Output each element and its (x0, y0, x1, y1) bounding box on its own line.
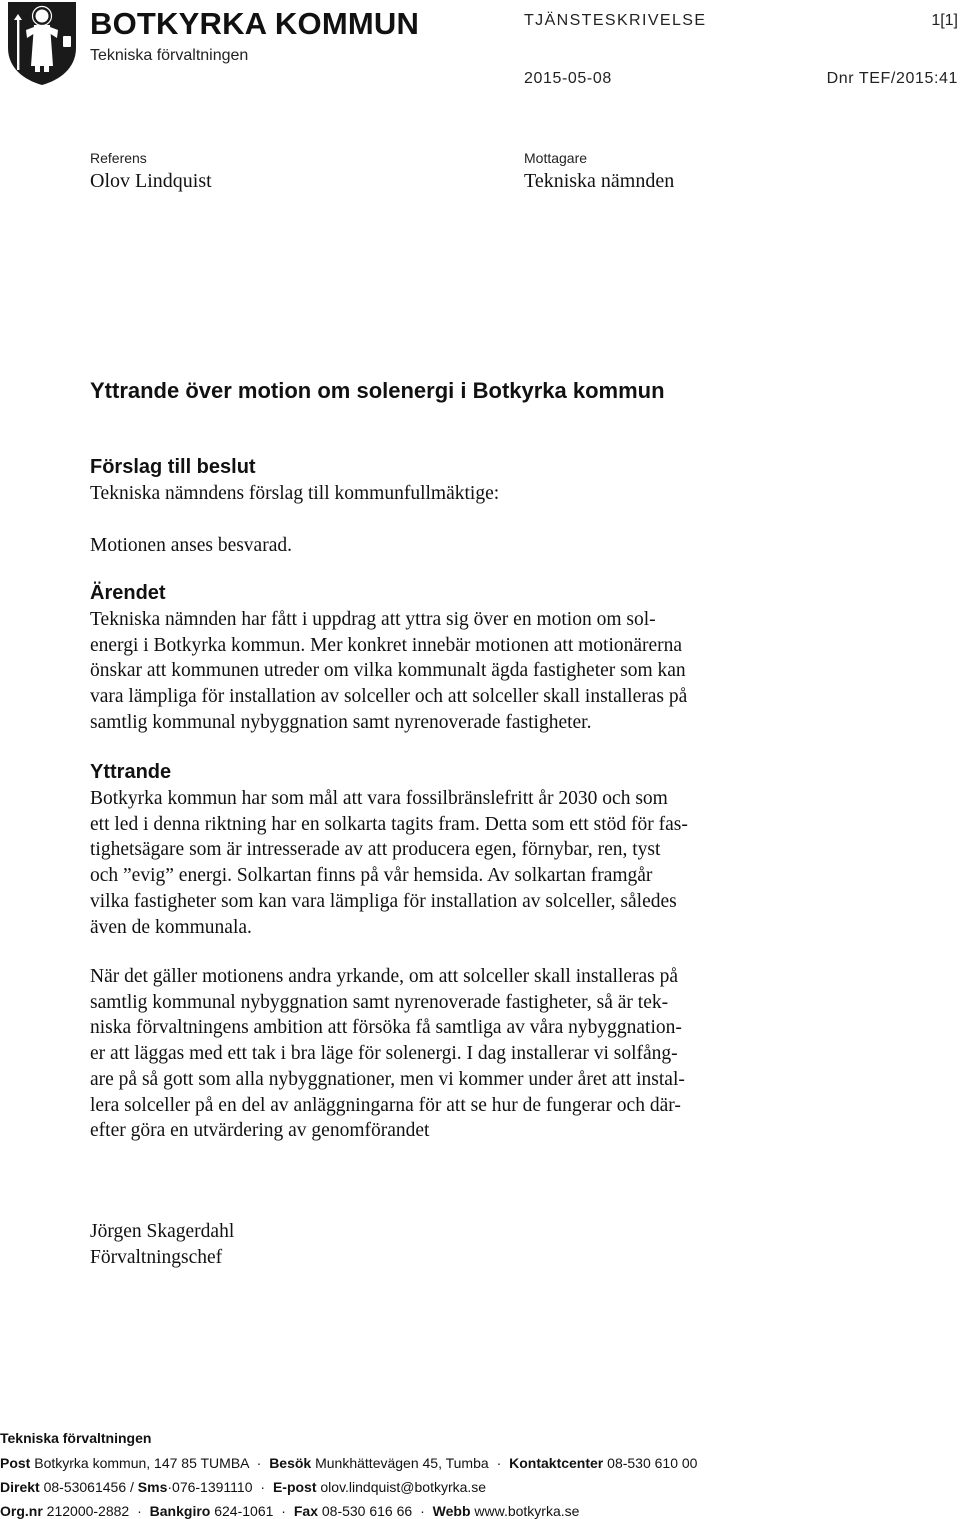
matter-line: önskar att kommunen utreder om vilka kommunalt ägda fastigheter som kan (90, 660, 686, 682)
statement-line: och ”evig” energi. Solkartan finns på vår hemsida. Av solkartan framgår (90, 865, 653, 887)
proposal-intro-text: Tekniska nämndens förslag till kommunfullmäktige: (90, 483, 500, 504)
statement-paragraph-1 (90, 786, 825, 940)
statement-heading: Yttrande (90, 761, 172, 783)
footer-web-label: Webb (432, 1503, 471, 1519)
footer-bankgiro-value: 624-1061 (214, 1503, 274, 1519)
footer-separator: · (420, 1503, 425, 1519)
footer-separator: · (260, 1479, 266, 1495)
footer-direct-label: Direkt (0, 1479, 40, 1495)
footer-separator: · (167, 1479, 173, 1495)
document-type: TJÄNSTESKRIVELSE (524, 12, 707, 29)
reference-label: Referens (90, 150, 147, 166)
statement-line: även de kommunala. (90, 916, 252, 938)
matter-line: samtlig kommunal nybyggnation samt nyrenoverade fastigheter. (90, 711, 592, 733)
proposal-intro (90, 481, 825, 507)
proposal-decision (90, 533, 825, 559)
footer-line-3 (0, 1503, 579, 1519)
footer-separator: · (137, 1503, 142, 1519)
footer-direct-value: 08-53061456 / (43, 1479, 134, 1495)
signature-name: Jörgen Skagerdahl (90, 1221, 235, 1242)
statement-line: vilka fastigheter som kan vara lämpliga för installation av solceller, således (90, 890, 677, 912)
recipient-label: Mottagare (524, 150, 588, 166)
proposal-heading: Förslag till beslut (90, 456, 256, 478)
footer-post-label: Post (0, 1455, 31, 1471)
signature-role: Förvaltningschef (90, 1246, 223, 1268)
footer-contact-label: Kontaktcenter (509, 1455, 604, 1471)
statement-line: are på så gott som alla nybyggnationer, men vi kommer under året att instal- (90, 1068, 685, 1090)
brand-name: BOTKYRKA KOMMUN (90, 6, 420, 41)
matter-paragraph (90, 607, 825, 736)
footer-sms-value: 076-1391110 (172, 1479, 253, 1495)
footer-org: Tekniska förvaltningen (0, 1430, 152, 1446)
matter-line: vara lämpliga för installation av solceller och att solceller skall installeras på (90, 686, 688, 708)
footer-post-value: Botkyrka kommun, 147 85 TUMBA (34, 1455, 249, 1471)
matter-line: Tekniska nämnden har fått i uppdrag att yttra sig över en motion om sol- (90, 609, 656, 630)
document-title: Yttrande över motion om solenergi i Botkyrka kommun (90, 378, 665, 403)
proposal-decision-text: Motionen anses besvarad. (90, 535, 292, 556)
matter-line: energi i Botkyrka kommun. Mer konkret innebär motionen att motionärerna (90, 634, 683, 656)
registration-number: Dnr TEF/2015:41 (826, 70, 958, 87)
statement-line: er att läggas med ett tak i bra läge för solenergi. I dag installerar vi solfång- (90, 1043, 678, 1065)
statement-line: ett led i denna riktning har en solkarta tagits fram. Detta som ett stöd för fas- (90, 813, 688, 835)
footer-contact-value: 08-530 610 00 (607, 1455, 698, 1471)
recipient-name: Tekniska nämnden (524, 170, 675, 192)
footer-fax-value: 08-530 616 66 (321, 1503, 413, 1519)
footer-line-1 (0, 1455, 697, 1471)
reference-name: Olov Lindquist (90, 170, 212, 192)
coat-of-arms-icon (4, 0, 80, 86)
statement-line: efter göra en utvärdering av genomförandet (90, 1120, 430, 1142)
statement-line: lera solceller på en del av anläggningarna för att se hur de fungerar och där- (90, 1094, 681, 1116)
footer-separator: · (281, 1503, 286, 1519)
footer-separator: · (496, 1455, 502, 1471)
statement-line: När det gäller motionens andra yrkande, om att solceller skall installeras på (90, 966, 679, 987)
footer-email-label: E-post (272, 1479, 317, 1495)
footer-separator: · (256, 1455, 262, 1471)
footer-orgnr-label: Org.nr (0, 1503, 43, 1519)
footer-fax-label: Fax (293, 1503, 318, 1519)
matter-heading: Ärendet (90, 582, 166, 604)
footer-bankgiro-label: Bankgiro (149, 1503, 211, 1519)
footer-sms-label: Sms (137, 1479, 168, 1495)
statement-line: Botkyrka kommun har som mål att vara fossilbränslefritt år 2030 och som (90, 788, 668, 809)
statement-line: niska förvaltningens ambition att försöka få samtliga av våra nybyggnation- (90, 1017, 682, 1039)
signature-block (90, 1219, 825, 1270)
statement-line: tighetsägare som är intresserade av att producera egen, förnybar, ren, tyst (90, 839, 661, 861)
footer-web-link[interactable]: www.botkyrka.se (474, 1503, 580, 1519)
footer-orgnr-value: 212000-2882 (46, 1503, 130, 1519)
document-date: 2015-05-08 (524, 70, 612, 87)
statement-line: samtlig kommunal nybyggnation samt nyrenoverade fastigheter, så är tek- (90, 991, 669, 1013)
footer-email-link[interactable]: olov.lindquist@botkyrka.se (320, 1479, 487, 1495)
statement-paragraph-2 (90, 964, 825, 1144)
footer-line-2 (0, 1479, 486, 1495)
footer (0, 1430, 960, 1519)
footer-visit-label: Besök (269, 1455, 312, 1471)
footer-visit-value: Munkhättevägen 45, Tumba (315, 1455, 489, 1471)
department-name: Tekniska förvaltningen (90, 47, 249, 64)
page-number: 1[1] (931, 12, 958, 29)
